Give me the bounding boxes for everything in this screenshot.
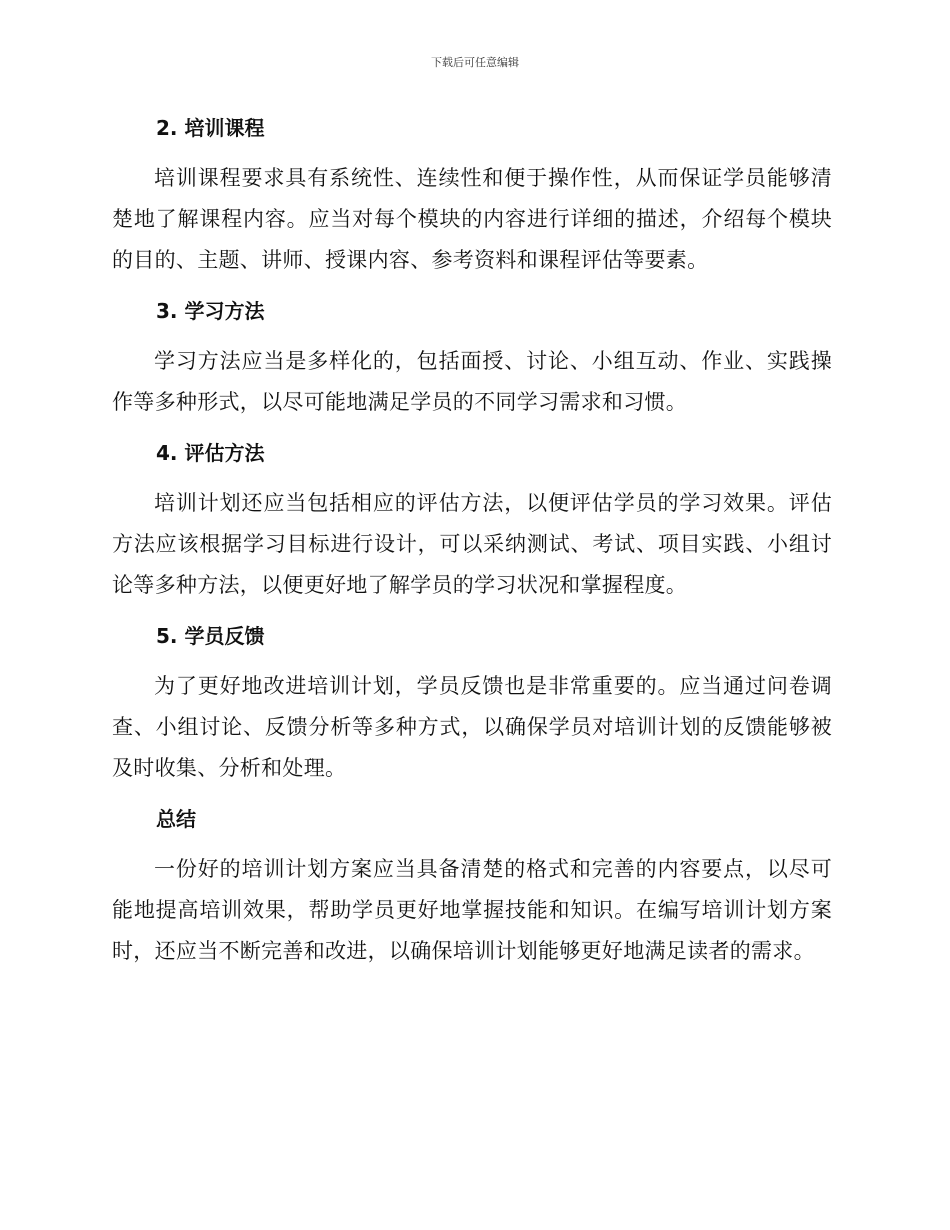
section-heading: 3. 学习方法 [156,299,265,323]
section-paragraph: 培训课程要求具有系统性、连续性和便于操作性，从而保证学员能够清楚地了解课程内容。应当对每个模块的内容进行详细的描述，介绍每个模块的目的、主题、讲师、授课内容、参考资料和课程评估等要素。 [112,166,832,272]
section-heading: 5. 学员反馈 [156,624,265,648]
section-heading: 总结 [156,807,196,831]
section-trainee-feedback [112,616,832,789]
section-evaluation-methods [112,433,832,606]
section-summary [112,799,832,972]
section-training-courses [112,108,832,281]
section-paragraph: 培训计划还应当包括相应的评估方法，以便评估学员的学习效果。评估方法应该根据学习目标进行设计，可以采纳测试、考试、项目实践、小组讨论等多种方法，以便更好地了解学员的学习状况和掌握程度。 [112,491,832,597]
section-heading: 4. 评估方法 [156,441,265,465]
page-header-note: 下载后可任意编辑 [431,56,519,69]
section-paragraph: 学习方法应当是多样化的，包括面授、讨论、小组互动、作业、实践操作等多种形式，以尽可能地满足学员的不同学习需求和习惯。 [112,349,832,414]
document-body [112,108,832,982]
section-paragraph: 为了更好地改进培训计划，学员反馈也是非常重要的。应当通过问卷调查、小组讨论、反馈分析等多种方式，以确保学员对培训计划的反馈能够被及时收集、分析和处理。 [112,674,832,780]
section-paragraph: 一份好的培训计划方案应当具备清楚的格式和完善的内容要点，以尽可能地提高培训效果，帮助学员更好地掌握技能和知识。在编写培训计划方案时，还应当不断完善和改进，以确保培训计划能够更好地满足读者的需求。 [112,857,832,963]
section-learning-methods [112,291,832,423]
section-heading: 2. 培训课程 [156,116,265,140]
